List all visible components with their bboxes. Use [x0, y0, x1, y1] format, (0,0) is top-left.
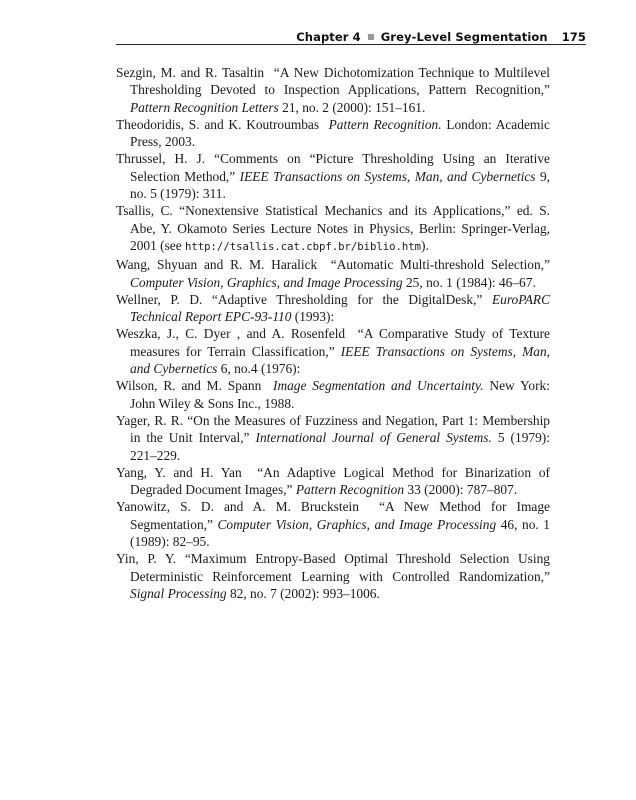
- ref-authors: Theodoridis, S. and K. Koutroumbas: [116, 116, 320, 132]
- ref-authors: Sezgin, M. and R. Tasaltin: [116, 65, 265, 80]
- ref-details: 82, no. 7 (2002): 993–1006.: [229, 585, 380, 601]
- ref-details: 5 (1979): 221–229.: [130, 430, 550, 463]
- reference-item: [116, 256, 550, 291]
- running-head-text: [296, 30, 586, 44]
- running-head: [116, 30, 586, 48]
- ref-authors: Tsallis, C.: [116, 203, 173, 219]
- ref-venue: IEEE Transactions on Systems, Man, and Cybernetics: [239, 168, 536, 184]
- reference-item: [116, 550, 550, 602]
- ref-authors: Weszka, J., C. Dyer , and A. Rosenfeld: [116, 326, 346, 342]
- separator-square-icon: [368, 34, 374, 40]
- chapter-label: Chapter 4: [296, 30, 361, 44]
- ref-venue: International Journal of General Systems.: [255, 430, 492, 446]
- ref-venue: Pattern Recognition Letters: [130, 99, 279, 115]
- reference-list: [116, 64, 550, 602]
- ref-venue: Computer Vision, Graphics, and Image Processing: [130, 274, 403, 290]
- ref-title: “Maximum Entropy-Based Optimal Threshold Selection Using Deterministic Reinforcement Learning with Controlled Randomization,”: [130, 551, 550, 584]
- ref-title: “On the Measures of Fuzziness and Negation, Part 1: Membership in the Unit Interval,”: [130, 412, 550, 446]
- ref-venue: Image Segmentation and Uncertainty.: [272, 378, 484, 394]
- ref-title: “A Comparative Study of Texture measures for Terrain Classification,”: [130, 326, 551, 359]
- ref-authors: Yin, P. Y.: [116, 551, 177, 567]
- ref-title: “Automatic Multi-threshold Selection,”: [330, 257, 550, 273]
- reference-item: [116, 202, 550, 256]
- ref-details: 25, no. 1 (1984): 46–67.: [405, 274, 536, 290]
- reference-item: [116, 150, 550, 202]
- ref-url: http://tsallis.cat.cbpf.br/biblio.htm: [185, 240, 422, 253]
- ref-authors: Wilson, R. and M. Spann: [116, 378, 262, 394]
- reference-item: [116, 412, 550, 464]
- ref-authors: Thrussel, H. J.: [116, 151, 206, 167]
- reference-item: [116, 116, 550, 151]
- ref-venue: IEEE Transactions on Systems, Man, and Cybernetics: [130, 343, 550, 377]
- ref-title: “Adaptive Thresholding for the DigitalDesk,”: [211, 291, 483, 307]
- ref-details: 33 (2000): 787–807.: [407, 482, 518, 498]
- ref-authors: Yager, R. R.: [116, 412, 184, 428]
- ref-title: “An Adaptive Logical Method for Binarization of Degraded Document Images,”: [130, 464, 550, 498]
- ref-details: 6, no.4 (1976):: [220, 361, 301, 377]
- ref-details: New York: John Wiley & Sons Inc., 1988.: [130, 378, 550, 411]
- ref-authors: Yanowitz, S. D. and A. M. Bruckstein: [116, 499, 359, 515]
- ref-venue: Pattern Recognition.: [328, 116, 442, 132]
- ref-authors: Wang, Shyuan and R. M. Haralick: [116, 257, 318, 273]
- reference-item: [116, 377, 550, 412]
- ref-details: 9, no. 5 (1979): 311.: [130, 168, 550, 202]
- ref-details: ).: [421, 237, 429, 253]
- ref-venue: EuroPARC Technical Report EPC-93-110: [130, 291, 550, 325]
- section-title: Grey-Level Segmentation: [380, 30, 548, 44]
- ref-details: 46, no. 1 (1989): 82–95.: [130, 516, 550, 550]
- ref-authors: Wellner, P. D.: [116, 291, 203, 307]
- ref-title: “A New Method for Image Segmentation,”: [130, 499, 550, 532]
- ref-details: London: Academic Press, 2003.: [130, 116, 550, 150]
- ref-authors: Yang, Y. and H. Yan: [116, 464, 242, 480]
- ref-title: “Comments on “Picture Thresholding Using an Iterative Selection Method,”: [130, 151, 550, 184]
- ref-venue: Signal Processing: [130, 585, 227, 601]
- header-rule: [116, 44, 586, 45]
- reference-item: [116, 498, 550, 550]
- ref-details: 21, no. 2 (2000): 151–161.: [282, 99, 426, 115]
- page-number: 175: [561, 30, 586, 44]
- ref-title: “A New Dichotomization Technique to Multilevel Thresholding Devoted to Inspection Applications, Pattern Recognition,”: [130, 65, 550, 98]
- reference-item: [116, 64, 550, 116]
- ref-details: (1993):: [294, 309, 335, 325]
- ref-title: “Nonextensive Statistical Mechanics and its Applications,” ed. S. Abe, Y. Okamoto Series Lecture Notes in Physics, Berlin: Springer-Verlag, 2001 (see: [130, 203, 550, 253]
- reference-item: [116, 291, 550, 326]
- ref-venue: Pattern Recognition: [295, 482, 405, 498]
- ref-venue: Computer Vision, Graphics, and Image Processing: [217, 516, 497, 532]
- reference-item: [116, 464, 550, 499]
- reference-item: [116, 325, 550, 377]
